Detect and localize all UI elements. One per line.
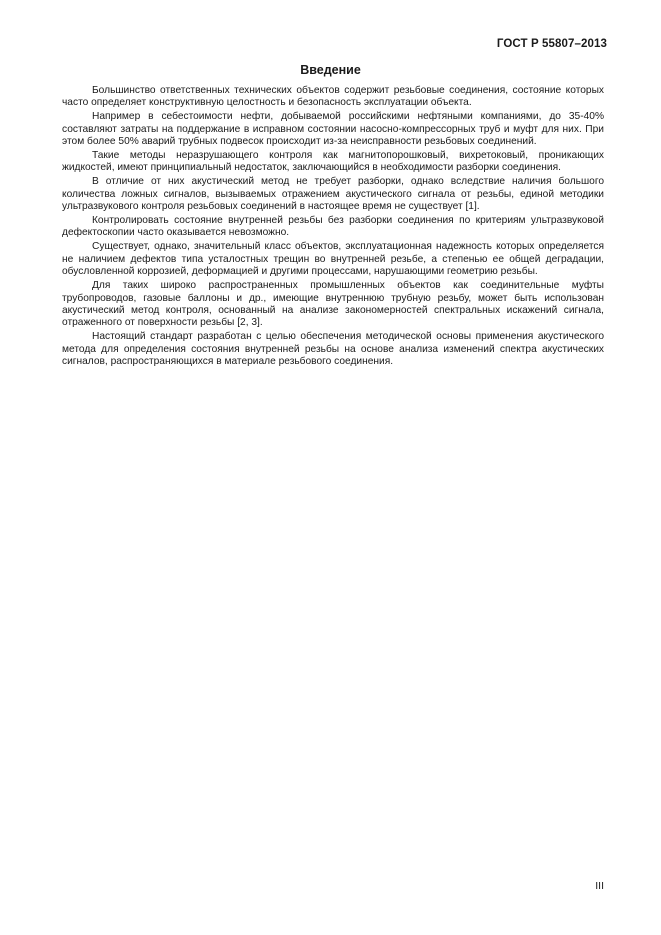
section-title: Введение xyxy=(300,63,361,77)
paragraph: Например в себестоимости нефти, добываемой российскими нефтяными компаниями, до 35-40% составляют затраты на поддержание в исправном состоянии насосно-компрессорных труб и муфт для них. При этом более 50% аварий трубных подвесок происходит из-за неисправности резьбовых соединений. xyxy=(62,111,604,148)
paragraph: В отличие от них акустический метод не требует разборки, однако вследствие наличия большого количества ложных сигналов, вызываемых отражением акустического сигнала от резьбы, единой методики ультразвукового контроля резьбовых соединений в настоящее время не существует [1]. xyxy=(62,176,604,213)
document-code: ГОСТ Р 55807–2013 xyxy=(496,38,607,50)
paragraph: Большинство ответственных технических объектов содержит резьбовые соединения, состояние которых часто определяет конструктивную целостность и безопасность эксплуатации объекта. xyxy=(62,85,604,109)
paragraph: Существует, однако, значительный класс объектов, эксплуатационная надежность которых определяется не наличием дефектов типа усталостных трещин во внутренней резьбе, а степенью ее общей деградации, обусловленной коррозией, деформацией и другими процессами, нарушающими геометрию резьбы. xyxy=(62,241,604,278)
paragraph: Для таких широко распространенных промышленных объектов как соединительные муфты трубопроводов, газовые баллоны и др., имеющие внутреннюю трубную резьбу, может быть использован акустический метод контроля, основанный на анализе закономерностей спектральных искажений сигнала, отраженного от поверхности резьбы [2, 3]. xyxy=(62,280,604,329)
introduction-text xyxy=(62,85,604,370)
page-number: III xyxy=(595,880,604,892)
paragraph: Такие методы неразрушающего контроля как магнитопорошковый, вихретоковый, проникающих жидкостей, имеют принципиальный недостаток, заключающийся в необходимости разборки соединения. xyxy=(62,150,604,174)
paragraph: Настоящий стандарт разработан с целью обеспечения методической основы применения акустического метода для определения состояния внутренней резьбы на основе анализа изменений спектра акустических сигналов, распространяющихся в материале резьбового соединения. xyxy=(62,331,604,368)
paragraph: Контролировать состояние внутренней резьбы без разборки соединения по критериям ультразвуковой дефектоскопии часто оказывается невозможно. xyxy=(62,215,604,239)
